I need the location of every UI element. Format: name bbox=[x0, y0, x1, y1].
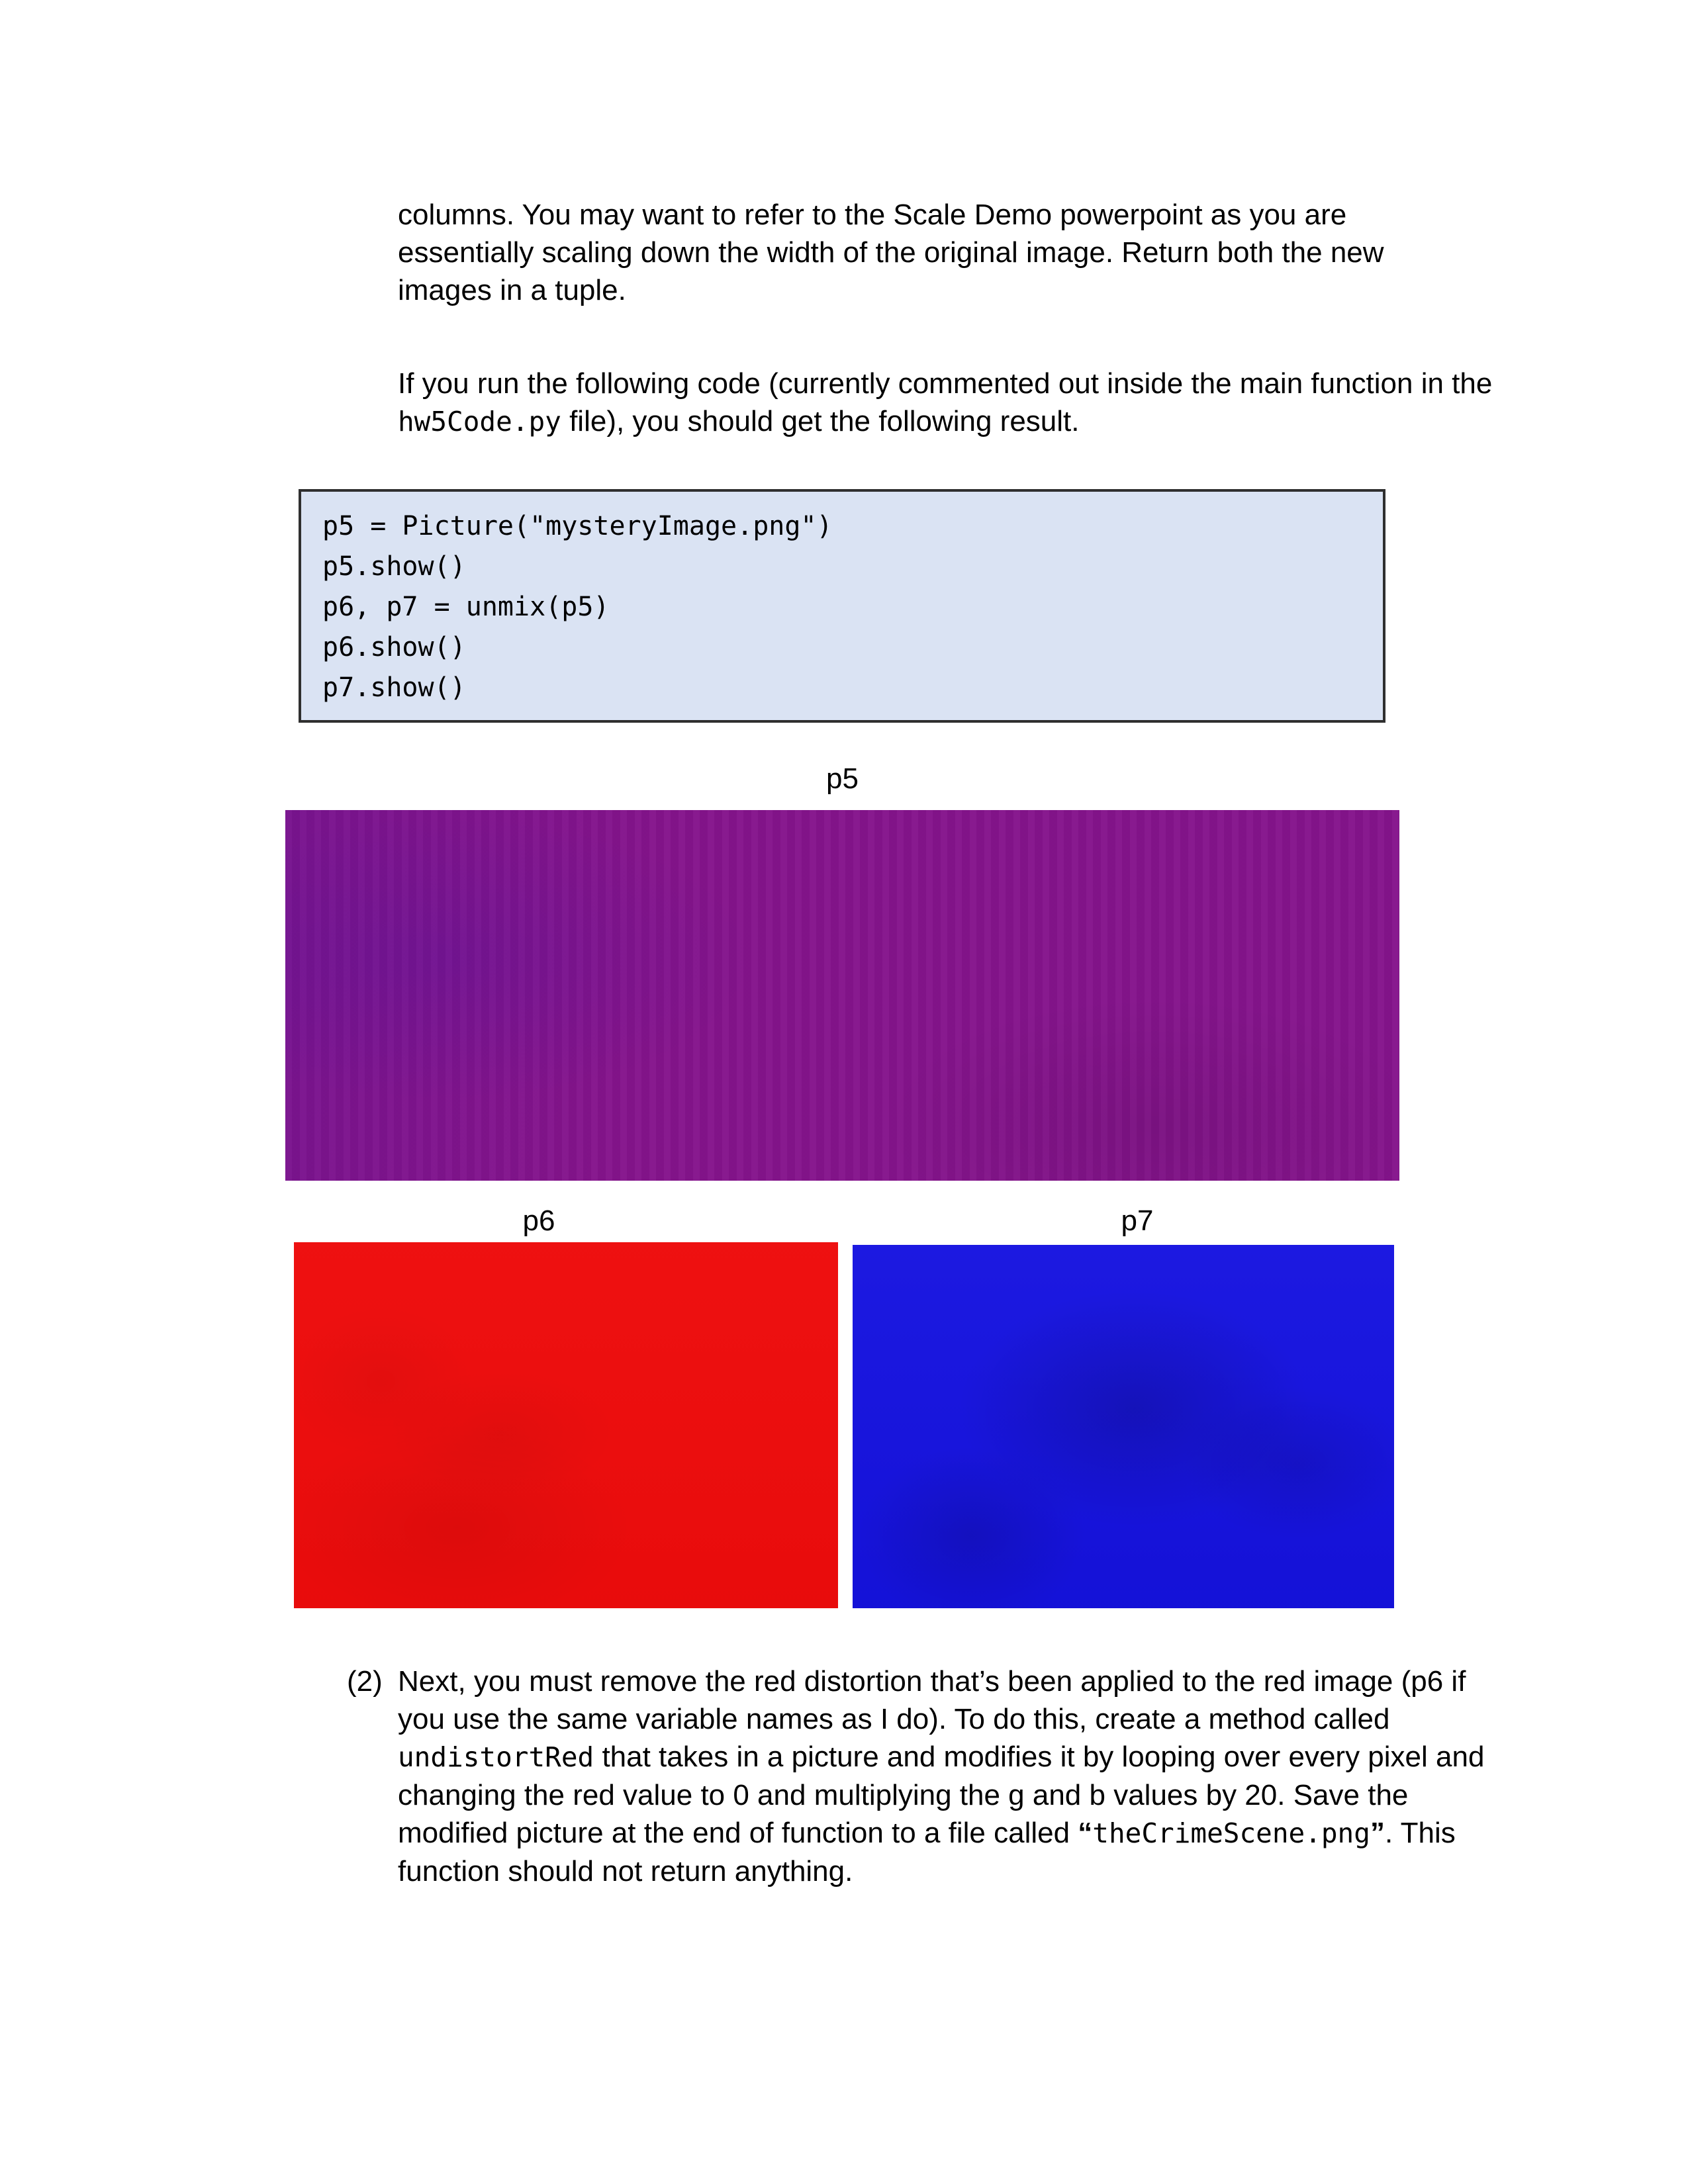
code-line-1: p5 = Picture("mysteryImage.png") bbox=[322, 511, 833, 541]
code-block bbox=[299, 489, 1385, 723]
code-line-3: p6, p7 = unmix(p5) bbox=[322, 592, 610, 622]
paragraph-intro: columns. You may want to refer to the Scale Demo powerpoint as you are essentially scaling down the width of the original image. Return both the new images in a tuple. bbox=[398, 199, 1384, 306]
item-2-text-3: . This function should not return anything. bbox=[398, 1817, 1456, 1888]
item-2-text-1: Next, you must remove the red distortion that’s been applied to the red image (p6 if you use the same variable names as I do). To do this, create a method called bbox=[398, 1665, 1466, 1735]
inline-code-thecrimescene: theCrimeScene.png bbox=[1092, 1817, 1370, 1849]
figure-image-p5 bbox=[285, 810, 1399, 1181]
item-2-text-2: that takes in a picture and modifies it by looping over every pixel and changing the red value to 0 and multiplying the g and b values by 20. Save the modified picture at the end of function to a file called bbox=[398, 1741, 1485, 1849]
figure-label-p7: p7 bbox=[1121, 1205, 1154, 1237]
paragraph-run-code bbox=[398, 365, 1500, 441]
code-line-4: p6.show() bbox=[322, 632, 466, 662]
item-2-close-quote: ” bbox=[1370, 1817, 1385, 1849]
code-line-5: p7.show() bbox=[322, 672, 466, 703]
item-2-number: (2) bbox=[347, 1665, 383, 1698]
code-line-2: p5.show() bbox=[322, 551, 466, 582]
inline-code-hw5code: hw5Code.py bbox=[398, 406, 561, 437]
figure-label-p5: p5 bbox=[826, 762, 859, 795]
figure-label-p6: p6 bbox=[522, 1205, 555, 1237]
figure-image-p6 bbox=[294, 1242, 838, 1608]
item-2-content bbox=[398, 1662, 1499, 1890]
inline-code-undistortred: undistortRed bbox=[398, 1741, 594, 1773]
figure-image-p7 bbox=[853, 1245, 1394, 1608]
run-code-text-1: If you run the following code (currently commented out inside the main function in the bbox=[398, 367, 1493, 400]
paragraph-item-2 bbox=[347, 1662, 1499, 1890]
run-code-text-2: file), you should get the following result. bbox=[561, 405, 1080, 437]
item-2-open-quote: “ bbox=[1078, 1817, 1093, 1849]
